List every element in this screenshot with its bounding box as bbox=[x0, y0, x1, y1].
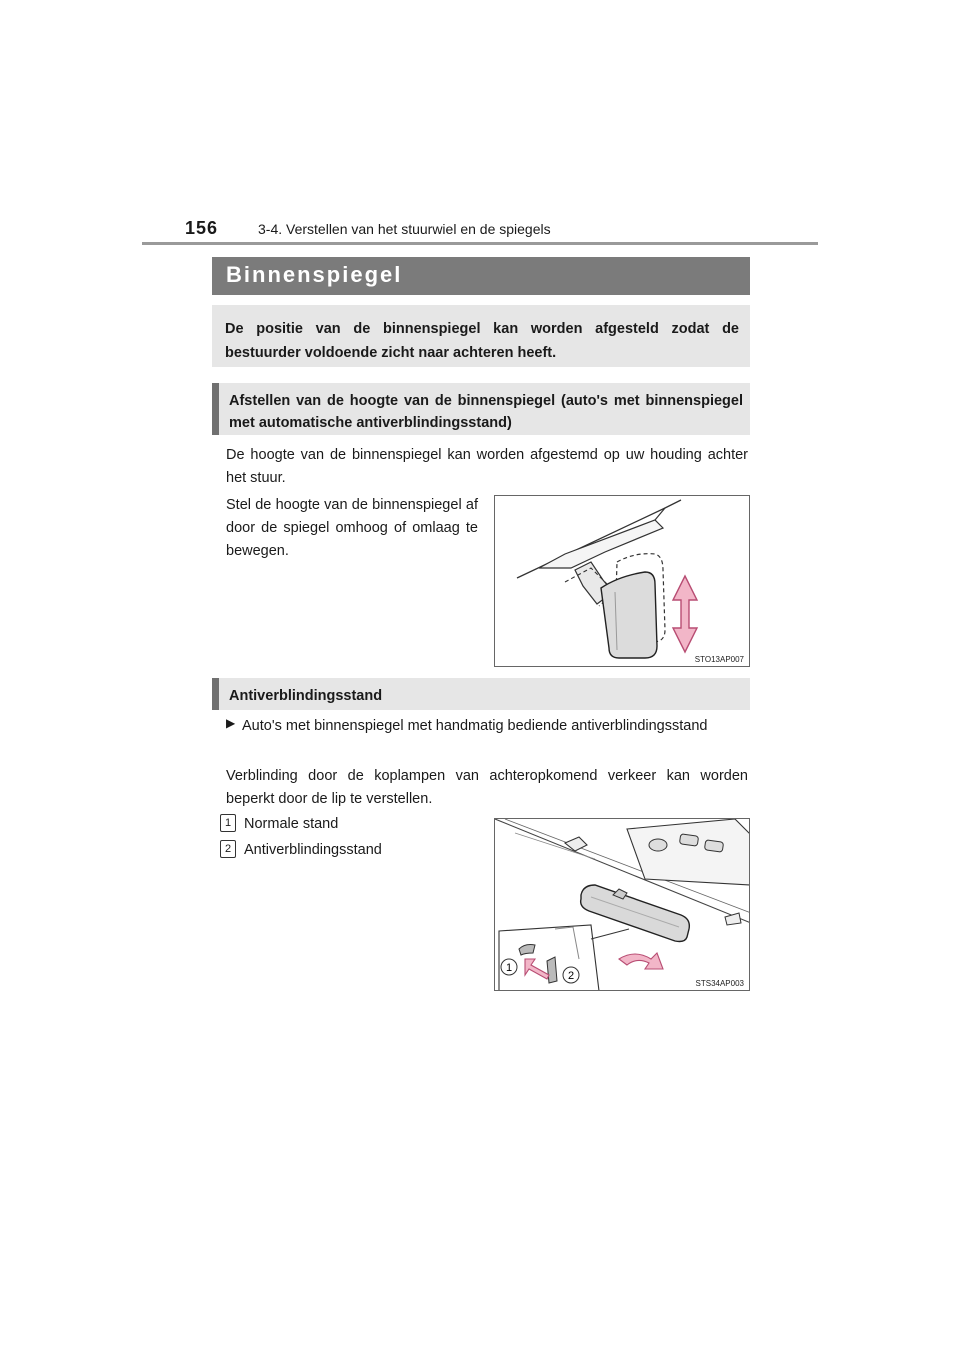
mirror-height-figure bbox=[494, 495, 750, 667]
section-heading-text: Afstellen van de hoogte van de binnenspiegel (auto's met binnenspiegel met automatische antiverblindingsstand) bbox=[229, 393, 743, 431]
legend-number: 1 bbox=[220, 814, 236, 832]
bullet-text: Auto's met binnenspiegel met handmatig bediende antiverblindingsstand bbox=[242, 718, 708, 734]
page-number: 156 bbox=[185, 218, 219, 238]
svg-text:2: 2 bbox=[567, 970, 575, 982]
intro-box bbox=[212, 305, 750, 367]
legend-label: Normale stand bbox=[244, 816, 339, 832]
section-heading-height bbox=[212, 383, 750, 435]
antiglare-figure bbox=[494, 818, 750, 991]
antiglare-illustration bbox=[495, 819, 750, 991]
figure-code: STO13AP007 bbox=[694, 655, 744, 664]
header-rule bbox=[142, 242, 818, 245]
mirror-height-illustration bbox=[495, 496, 750, 667]
height-instruction: Stel de hoogte van de binnenspiegel af door de spiegel omhoog of omlaag te bewegen. bbox=[226, 497, 478, 559]
figure-code: STS34AP003 bbox=[695, 979, 744, 988]
antiglare-description: Verblinding door de koplampen van achteropkomend verkeer kan worden beperkt door de lip te verstellen. bbox=[226, 768, 748, 807]
legend-item bbox=[220, 840, 382, 858]
intro-text: De positie van de binnenspiegel kan worden afgesteld zodat de bestuurder voldoende zicht naar achteren heeft. bbox=[225, 321, 739, 361]
section-title-bar bbox=[212, 257, 750, 295]
bullet-item bbox=[226, 715, 748, 738]
legend-label: Antiverblindingsstand bbox=[244, 842, 382, 858]
legend-number: 2 bbox=[220, 840, 236, 858]
page-title: Binnenspiegel bbox=[226, 262, 403, 287]
section-heading-text: Antiverblindingsstand bbox=[229, 688, 383, 704]
legend-item bbox=[220, 814, 338, 832]
svg-text:1: 1 bbox=[505, 962, 513, 974]
chapter-title: 3-4. Verstellen van het stuurwiel en de spiegels bbox=[258, 221, 551, 237]
height-description: De hoogte van de binnenspiegel kan worden afgestemd op uw houding achter het stuur. bbox=[226, 447, 748, 486]
right-triangle-icon: ▶ bbox=[226, 716, 236, 730]
section-heading-antiglare bbox=[212, 678, 750, 710]
